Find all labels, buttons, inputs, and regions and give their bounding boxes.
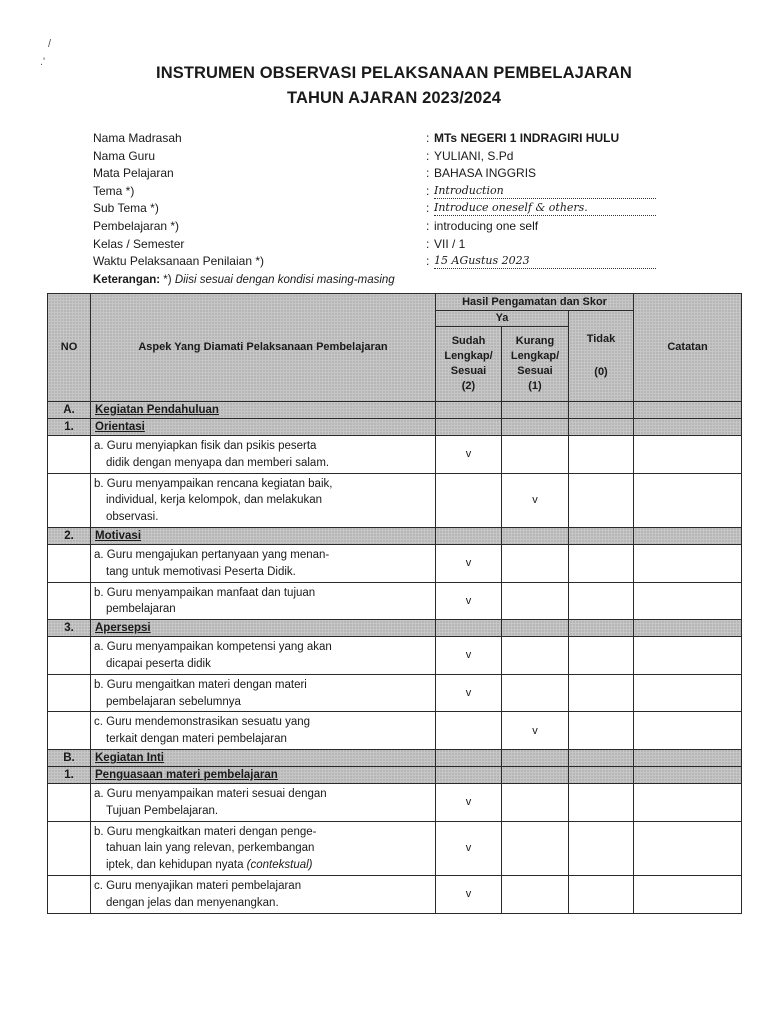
info-value-handwritten: Introduction [434, 183, 656, 199]
row-number: A. [48, 402, 91, 419]
empty-cell [634, 419, 742, 436]
header-tidak [569, 311, 634, 402]
info-value-handwritten: 15 AGustus 2023 [434, 253, 656, 269]
empty-cell [502, 749, 569, 766]
observation-table [47, 293, 742, 914]
info-row-guru [93, 148, 673, 166]
identity-block [93, 130, 673, 271]
aspect-line: a. Guru mengajukan pertanyaan yang menan- [94, 548, 330, 561]
header-sudah-line: Lengkap/ [444, 350, 493, 362]
row-number [48, 875, 91, 913]
catatan-cell [634, 582, 742, 620]
row-heading: Penguasaan materi pembelajaran [91, 766, 436, 783]
info-row-tema [93, 183, 673, 201]
catatan-cell [634, 473, 742, 527]
info-row-pembelajaran [93, 218, 673, 236]
row-number [48, 582, 91, 620]
info-row-madrasah [93, 130, 673, 148]
aspect-line: Tujuan Pembelajaran. [106, 804, 219, 817]
row-heading: Apersepsi [91, 620, 436, 637]
empty-cell [569, 527, 634, 544]
empty-cell [569, 749, 634, 766]
header-sudah-line: Sudah [451, 335, 486, 347]
info-separator: : [426, 218, 430, 233]
table-row [48, 637, 742, 675]
document-title: INSTRUMEN OBSERVASI PELAKSANAAN PEMBELAJARAN [156, 64, 632, 82]
pen-mark: .' [40, 56, 46, 68]
header-kurang [502, 327, 569, 402]
empty-cell [569, 402, 634, 419]
catatan-cell [634, 674, 742, 712]
score-cell-tidak [569, 473, 634, 527]
checkmark-sudah: v [436, 875, 502, 913]
aspect-line: tang untuk memotivasi Peserta Didik. [106, 565, 296, 578]
row-number: 3. [48, 620, 91, 637]
row-number: 2. [48, 527, 91, 544]
pen-mark: / [48, 38, 52, 50]
aspect-cell [91, 875, 436, 913]
group-row [48, 766, 742, 783]
checkmark-sudah: v [436, 783, 502, 821]
score-cell-sudah [436, 473, 502, 527]
score-cell-kurang [502, 875, 569, 913]
header-kurang-line: Kurang [515, 335, 555, 347]
row-number [48, 821, 91, 875]
group-row [48, 527, 742, 544]
table-row [48, 875, 742, 913]
header-kurang-line: Lengkap/ [510, 350, 560, 362]
row-number [48, 674, 91, 712]
empty-cell [502, 620, 569, 637]
info-label: Nama Madrasah [93, 131, 182, 145]
info-label: Nama Guru [93, 148, 156, 163]
info-row-waktu [93, 253, 673, 271]
table-row [48, 712, 742, 750]
row-number [48, 544, 91, 582]
aspect-line: b. Guru mengaitkan materi dengan materi [94, 678, 307, 691]
aspect-line: didik dengan menyapa dan memberi salam. [106, 456, 330, 469]
catatan-cell [634, 712, 742, 750]
aspect-cell [91, 637, 436, 675]
table-row [48, 436, 742, 474]
empty-cell [569, 419, 634, 436]
row-number [48, 637, 91, 675]
row-number: 1. [48, 766, 91, 783]
score-cell-kurang [502, 674, 569, 712]
score-cell-kurang [502, 582, 569, 620]
info-value: MTs NEGERI 1 INDRAGIRI HULU [434, 131, 620, 145]
empty-cell [436, 402, 502, 419]
aspect-line: dengan jelas dan menyenangkan. [106, 896, 279, 909]
info-separator: : [426, 201, 430, 216]
note-marker: *) [160, 274, 175, 286]
aspect-cell [91, 544, 436, 582]
aspect-line: terkait dengan materi pembelajaran [106, 733, 287, 746]
checkmark-sudah: v [436, 674, 502, 712]
aspect-line: a. Guru menyampaikan kompetensi yang akan [94, 641, 332, 654]
checkmark-sudah: v [436, 436, 502, 474]
empty-cell [502, 402, 569, 419]
catatan-cell [634, 637, 742, 675]
aspect-line: b. Guru menyampaikan rencana kegiatan baik, [94, 477, 333, 490]
info-label: Waktu Pelaksanaan Penilaian *) [93, 254, 264, 269]
info-separator: : [426, 183, 430, 198]
aspect-line: iptek, dan kehidupan nyata (contekstual) [106, 859, 313, 872]
empty-cell [502, 527, 569, 544]
table-row [48, 544, 742, 582]
table-row [48, 674, 742, 712]
aspect-line: b. Guru mengkaitkan materi dengan penge- [94, 825, 317, 838]
aspect-cell [91, 783, 436, 821]
aspect-line: tahuan lain yang relevan, perkembangan [106, 842, 315, 855]
aspect-line: a. Guru menyampaikan materi sesuai dengan [94, 787, 327, 800]
info-value: BAHASA INGGRIS [434, 166, 537, 181]
score-cell-kurang [502, 821, 569, 875]
info-value: VII / 1 [434, 236, 466, 251]
header-tidak-line: Tidak [586, 333, 616, 345]
aspect-line: a. Guru menyiapkan fisik dan psikis peserta [94, 440, 317, 452]
row-number [48, 712, 91, 750]
empty-cell [502, 766, 569, 783]
info-value: YULIANI, S.Pd [434, 148, 514, 163]
info-label: Mata Pelajaran [93, 166, 174, 181]
checkmark-sudah: v [436, 637, 502, 675]
aspect-cell [91, 473, 436, 527]
aspect-line: pembelajaran sebelumnya [106, 695, 241, 708]
info-separator: : [426, 148, 430, 163]
empty-cell [634, 766, 742, 783]
info-label: Kelas / Semester [93, 236, 185, 251]
table-row [48, 473, 742, 527]
catatan-cell [634, 821, 742, 875]
score-cell-tidak [569, 674, 634, 712]
empty-cell [502, 419, 569, 436]
catatan-cell [634, 875, 742, 913]
header-kurang-line: Sesuai [517, 365, 553, 377]
info-separator: : [426, 254, 430, 269]
aspect-line: c. Guru menyajikan materi pembelajaran [94, 879, 302, 892]
score-cell-tidak [569, 582, 634, 620]
empty-cell [634, 527, 742, 544]
row-heading: Kegiatan Pendahuluan [91, 402, 436, 419]
table-row [48, 582, 742, 620]
info-row-kelas [93, 236, 673, 254]
empty-cell [634, 749, 742, 766]
score-cell-tidak [569, 637, 634, 675]
row-number [48, 783, 91, 821]
score-cell-kurang [502, 637, 569, 675]
aspect-line: individual, kerja kelompok, dan melakukan [106, 494, 323, 507]
aspect-line: observasi. [106, 511, 159, 524]
table-row [48, 821, 742, 875]
score-cell-kurang [502, 544, 569, 582]
header-no: NO [48, 294, 91, 402]
checkmark-sudah: v [436, 821, 502, 875]
aspect-cell [91, 674, 436, 712]
note-text: Diisi sesuai dengan kondisi masing-masing [174, 274, 395, 286]
section-row [48, 402, 742, 419]
info-label: Sub Tema *) [93, 201, 159, 216]
empty-cell [569, 620, 634, 637]
catatan-cell [634, 783, 742, 821]
row-number [48, 436, 91, 474]
score-cell-tidak [569, 783, 634, 821]
info-label: Pembelajaran *) [93, 218, 180, 233]
info-label: Tema *) [93, 183, 135, 198]
catatan-cell [634, 544, 742, 582]
checkmark-kurang: v [502, 473, 569, 527]
empty-cell [436, 419, 502, 436]
info-separator: : [426, 166, 430, 181]
aspect-cell [91, 821, 436, 875]
empty-cell [436, 749, 502, 766]
group-row [48, 620, 742, 637]
row-number: 1. [48, 419, 91, 436]
info-row-subtema [93, 200, 673, 218]
score-cell-tidak [569, 875, 634, 913]
info-value-handwritten: Introduce oneself & others. [434, 200, 656, 216]
row-heading: Kegiatan Inti [91, 749, 436, 766]
aspect-line: pembelajaran [106, 603, 176, 616]
info-separator: : [426, 131, 430, 145]
row-heading: Orientasi [91, 419, 436, 436]
note-line [93, 274, 395, 286]
document-subtitle: TAHUN AJARAN 2023/2024 [286, 89, 502, 107]
score-cell-sudah [436, 712, 502, 750]
aspect-line: b. Guru menyampaikan manfaat dan tujuan [94, 586, 316, 599]
header-kurang-line: (1) [528, 380, 542, 392]
header-sudah-line: Sesuai [450, 365, 487, 377]
note-label: Keterangan: [93, 274, 161, 286]
aspect-cell [91, 582, 436, 620]
score-cell-tidak [569, 544, 634, 582]
header-aspect: Aspek Yang Diamati Pelaksanaan Pembelajaran [91, 294, 436, 402]
group-row [48, 419, 742, 436]
info-value: introducing one self [434, 218, 539, 233]
checkmark-sudah: v [436, 582, 502, 620]
catatan-cell [634, 436, 742, 474]
header-sudah-line: (2) [461, 380, 476, 392]
observation-table-body [48, 402, 742, 914]
checkmark-kurang: v [502, 712, 569, 750]
aspect-cell [91, 436, 436, 474]
header-sudah [436, 327, 502, 402]
italic-term: (contekstual) [246, 859, 313, 872]
checkmark-sudah: v [436, 544, 502, 582]
header-ya: Ya [436, 311, 569, 327]
empty-cell [634, 402, 742, 419]
score-cell-kurang [502, 783, 569, 821]
empty-cell [436, 766, 502, 783]
empty-cell [436, 527, 502, 544]
table-row [48, 783, 742, 821]
section-row [48, 749, 742, 766]
score-cell-tidak [569, 821, 634, 875]
info-row-mapel [93, 165, 673, 183]
empty-cell [436, 620, 502, 637]
aspect-line: c. Guru mendemonstrasikan sesuatu yang [94, 716, 311, 729]
row-number: B. [48, 749, 91, 766]
info-separator: : [426, 236, 430, 251]
header-tidak-line: (0) [594, 366, 608, 378]
header-catatan: Catatan [634, 294, 742, 402]
aspect-cell [91, 712, 436, 750]
score-cell-tidak [569, 436, 634, 474]
score-cell-kurang [502, 436, 569, 474]
header-result-group: Hasil Pengamatan dan Skor [436, 294, 634, 311]
row-heading: Motivasi [91, 527, 436, 544]
empty-cell [569, 766, 634, 783]
aspect-line: dicapai peserta didik [106, 657, 211, 670]
score-cell-tidak [569, 712, 634, 750]
row-number [48, 473, 91, 527]
empty-cell [634, 620, 742, 637]
